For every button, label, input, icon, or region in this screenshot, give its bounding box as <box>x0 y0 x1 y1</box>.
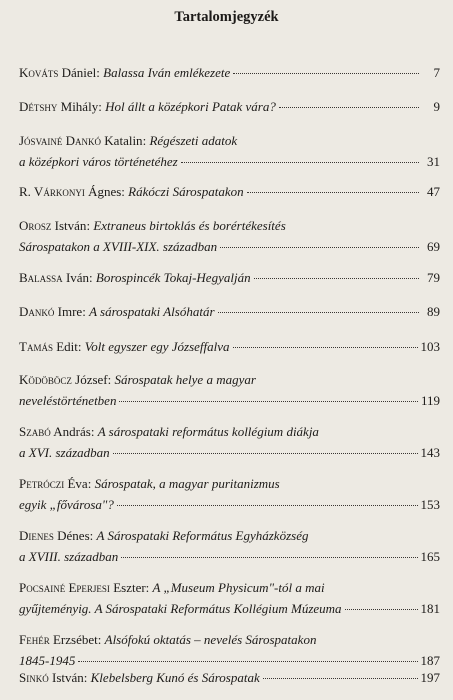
article-title: Balassa Iván emlékezete <box>103 65 231 80</box>
toc-entry-line <box>19 391 440 412</box>
dot-leader <box>345 608 418 610</box>
toc-entry <box>19 63 440 84</box>
page-number: 103 <box>420 339 440 354</box>
article-title: Extraneus birtoklás és borértékesítés <box>93 218 286 233</box>
toc-entry-text: Pocsainé Eperjesi Eszter: A „Museum Physicum"-tól a mai <box>19 580 325 595</box>
toc-entry-line <box>19 63 440 84</box>
author-given-name: Ágnes <box>88 184 122 199</box>
dot-leader <box>263 677 418 679</box>
author-given-name: Edit <box>56 339 78 354</box>
toc-entry-text <box>19 391 116 412</box>
author-surname: Ködöböcz <box>19 372 72 387</box>
toc-entry-text: Ködöböcz József: Sárospatak helye a magyar <box>19 372 256 387</box>
author-given-name: Iván <box>65 270 90 285</box>
author-surname: Dienes <box>19 528 54 543</box>
toc-entry <box>19 302 440 323</box>
toc-entry-text: Szabó András: A sárospataki református kollégium diákja <box>19 424 319 439</box>
toc-entry-line <box>19 302 440 323</box>
toc-entry-text: Fehér Erzsébet: Alsófokú oktatás – nevelés Sárospatakon <box>19 632 317 647</box>
page-number: 119 <box>420 392 440 408</box>
article-title: Volt egyszer egy Józseffalva <box>84 339 230 354</box>
toc-entry-text <box>19 443 110 464</box>
author-surname: R. Várkonyi <box>19 184 85 199</box>
article-title: A „Museum Physicum"-tól a mai <box>152 580 325 595</box>
author-surname: Sinkó <box>19 670 49 685</box>
toc-entry-text: Petróczi Éva: Sárospatak, a magyar puritanizmus <box>19 476 280 491</box>
toc-entry-line <box>19 97 440 118</box>
author-given-name: István <box>54 218 87 233</box>
article-title: a középkori város történetéhez <box>19 153 178 169</box>
dot-leader <box>279 106 419 108</box>
author-surname: Petróczi <box>19 476 65 491</box>
author-given-name: Imre <box>57 304 83 319</box>
author-given-name: Erzsébet <box>52 632 98 647</box>
toc-entry-text: Balassa Iván: Borospincék Tokaj-Hegyalján <box>19 270 251 285</box>
author-given-name: József <box>75 372 108 387</box>
toc-entry <box>19 216 440 257</box>
author-given-name: Eszter <box>113 580 146 595</box>
toc-entry <box>19 526 440 567</box>
author-surname: Fehér <box>19 632 50 647</box>
article-title: Sárospatak helye a magyar <box>114 372 256 387</box>
toc-entry-line <box>19 216 440 237</box>
page-number: 181 <box>420 600 440 616</box>
dot-leader <box>181 161 419 163</box>
article-title: Klebelsberg Kunó és Sárospatak <box>90 670 260 685</box>
page-number: 7 <box>433 65 440 80</box>
author-surname: Szabó <box>19 424 51 439</box>
toc-entry-line <box>19 668 440 689</box>
toc-entry <box>19 578 440 619</box>
article-title: A sárospataki Alsóhatár <box>89 304 215 319</box>
article-title: a XVI. században <box>19 444 110 460</box>
dot-leader <box>220 246 419 248</box>
page-number: 197 <box>420 670 440 685</box>
toc-entry <box>19 337 440 358</box>
author-given-name: Katalin <box>104 133 143 148</box>
author-given-name: András <box>53 424 91 439</box>
toc-entry-line <box>19 495 440 516</box>
author-surname: Pocsainé Eperjesi <box>19 580 110 595</box>
toc-entry-text <box>19 152 178 173</box>
dot-leader <box>113 452 418 454</box>
toc-entry-text: Tamás Edit: Volt egyszer egy Józseffalva <box>19 339 230 354</box>
toc-entry-text: R. Várkonyi Ágnes: Rákóczi Sárospatakon <box>19 184 244 199</box>
toc-entry-text: Kováts Dániel: Balassa Iván emlékezete <box>19 65 231 80</box>
author-surname: Jósvainé Dankó <box>19 133 102 148</box>
article-title: Sárospatakon a XVIII-XIX. században <box>19 238 218 254</box>
author-given-name: Dániel <box>61 65 97 80</box>
article-title: a XVIII. században <box>19 548 119 564</box>
toc-entry <box>19 630 440 671</box>
toc-entry-text: Orosz István: Extraneus birtoklás és borértékesítés <box>19 218 286 233</box>
toc-entry-text <box>19 495 114 516</box>
toc-entry-line <box>19 474 440 495</box>
toc-entry <box>19 370 440 411</box>
dot-leader <box>121 556 417 558</box>
toc-entry-line <box>19 268 440 289</box>
author-surname: Orosz <box>19 218 52 233</box>
author-surname: Balassa <box>19 270 63 285</box>
toc-entry <box>19 422 440 463</box>
author-surname: Détshy <box>19 99 58 114</box>
toc-entry-line <box>19 599 440 620</box>
page-title: Tartalomjegyzék <box>174 9 279 25</box>
toc-entry-text <box>19 599 342 620</box>
article-title: A sárospataki református kollégium diákja <box>97 424 319 439</box>
article-title: Rákóczi Sárospatakon <box>128 184 244 199</box>
page-number: 69 <box>427 238 440 254</box>
dot-leader <box>78 660 417 662</box>
dot-leader <box>218 311 419 313</box>
toc-entry-text: Détshy Mihály: Hol állt a középkori Patak vára? <box>19 99 276 114</box>
toc-entry-line <box>19 547 440 568</box>
article-title: gyűjteményig. A Sárospataki Református Kollégium Múzeuma <box>19 600 342 616</box>
dot-leader <box>247 191 419 193</box>
toc-entry-text: Jósvainé Dankó Katalin: Régészeti adatok <box>19 133 238 148</box>
page-number: 187 <box>420 652 440 668</box>
toc-entry-text: Dankó Imre: A sárospataki Alsóhatár <box>19 304 215 319</box>
toc-entry-line <box>19 630 440 651</box>
toc-entry-line <box>19 131 440 152</box>
author-given-name: István <box>51 670 84 685</box>
article-title: 1845-1945 <box>19 652 76 668</box>
article-title: egyik „fővárosa"? <box>19 496 114 512</box>
article-title: Alsófokú oktatás – nevelés Sárospatakon <box>104 632 317 647</box>
article-title: Hol állt a középkori Patak vára? <box>105 99 276 114</box>
toc-entry-line <box>19 422 440 443</box>
toc-entry-line <box>19 370 440 391</box>
toc-entry-line <box>19 443 440 464</box>
toc-entry <box>19 131 440 172</box>
dot-leader <box>233 346 418 348</box>
article-title: Sárospatak, a magyar puritanizmus <box>94 476 280 491</box>
author-given-name: Dénes <box>57 528 90 543</box>
page-number: 47 <box>427 184 440 199</box>
dot-leader <box>117 504 418 506</box>
toc-entry <box>19 182 440 203</box>
author-surname: Tamás <box>19 339 53 354</box>
toc-entry-line <box>19 578 440 599</box>
page-number: 165 <box>420 548 440 564</box>
toc-entry-text <box>19 237 217 258</box>
page-number: 9 <box>433 99 440 114</box>
page-number: 31 <box>427 153 440 169</box>
author-given-name: Mihály <box>60 99 99 114</box>
toc-entry <box>19 268 440 289</box>
page-number: 153 <box>420 496 440 512</box>
article-title: Régészeti adatok <box>149 133 238 148</box>
article-title: A Sárospataki Református Egyházközség <box>96 528 309 543</box>
article-title: neveléstörténetben <box>19 392 117 408</box>
toc-entry-line <box>19 182 440 203</box>
author-given-name: Éva <box>67 476 88 491</box>
toc-entry-line <box>19 526 440 547</box>
toc-entry-text: Dienes Dénes: A Sárospataki Református Egyházközség <box>19 528 309 543</box>
toc-entry-text <box>19 547 118 568</box>
page-number: 79 <box>427 270 440 285</box>
dot-leader <box>254 277 419 279</box>
page-number: 143 <box>420 444 440 460</box>
toc-entry-line <box>19 237 440 258</box>
toc-entry-text: Sinkó István: Klebelsberg Kunó és Sárospatak <box>19 670 260 685</box>
dot-leader <box>233 72 419 74</box>
dot-leader <box>119 400 418 402</box>
author-surname: Dankó <box>19 304 55 319</box>
article-title: Borospincék Tokaj-Hegyalján <box>95 270 251 285</box>
toc-entry <box>19 474 440 515</box>
page-number: 89 <box>427 304 440 319</box>
toc-entry <box>19 97 440 118</box>
author-surname: Kováts <box>19 65 59 80</box>
toc-entry-line <box>19 337 440 358</box>
toc-entry-line <box>19 152 440 173</box>
toc-entry <box>19 668 440 689</box>
